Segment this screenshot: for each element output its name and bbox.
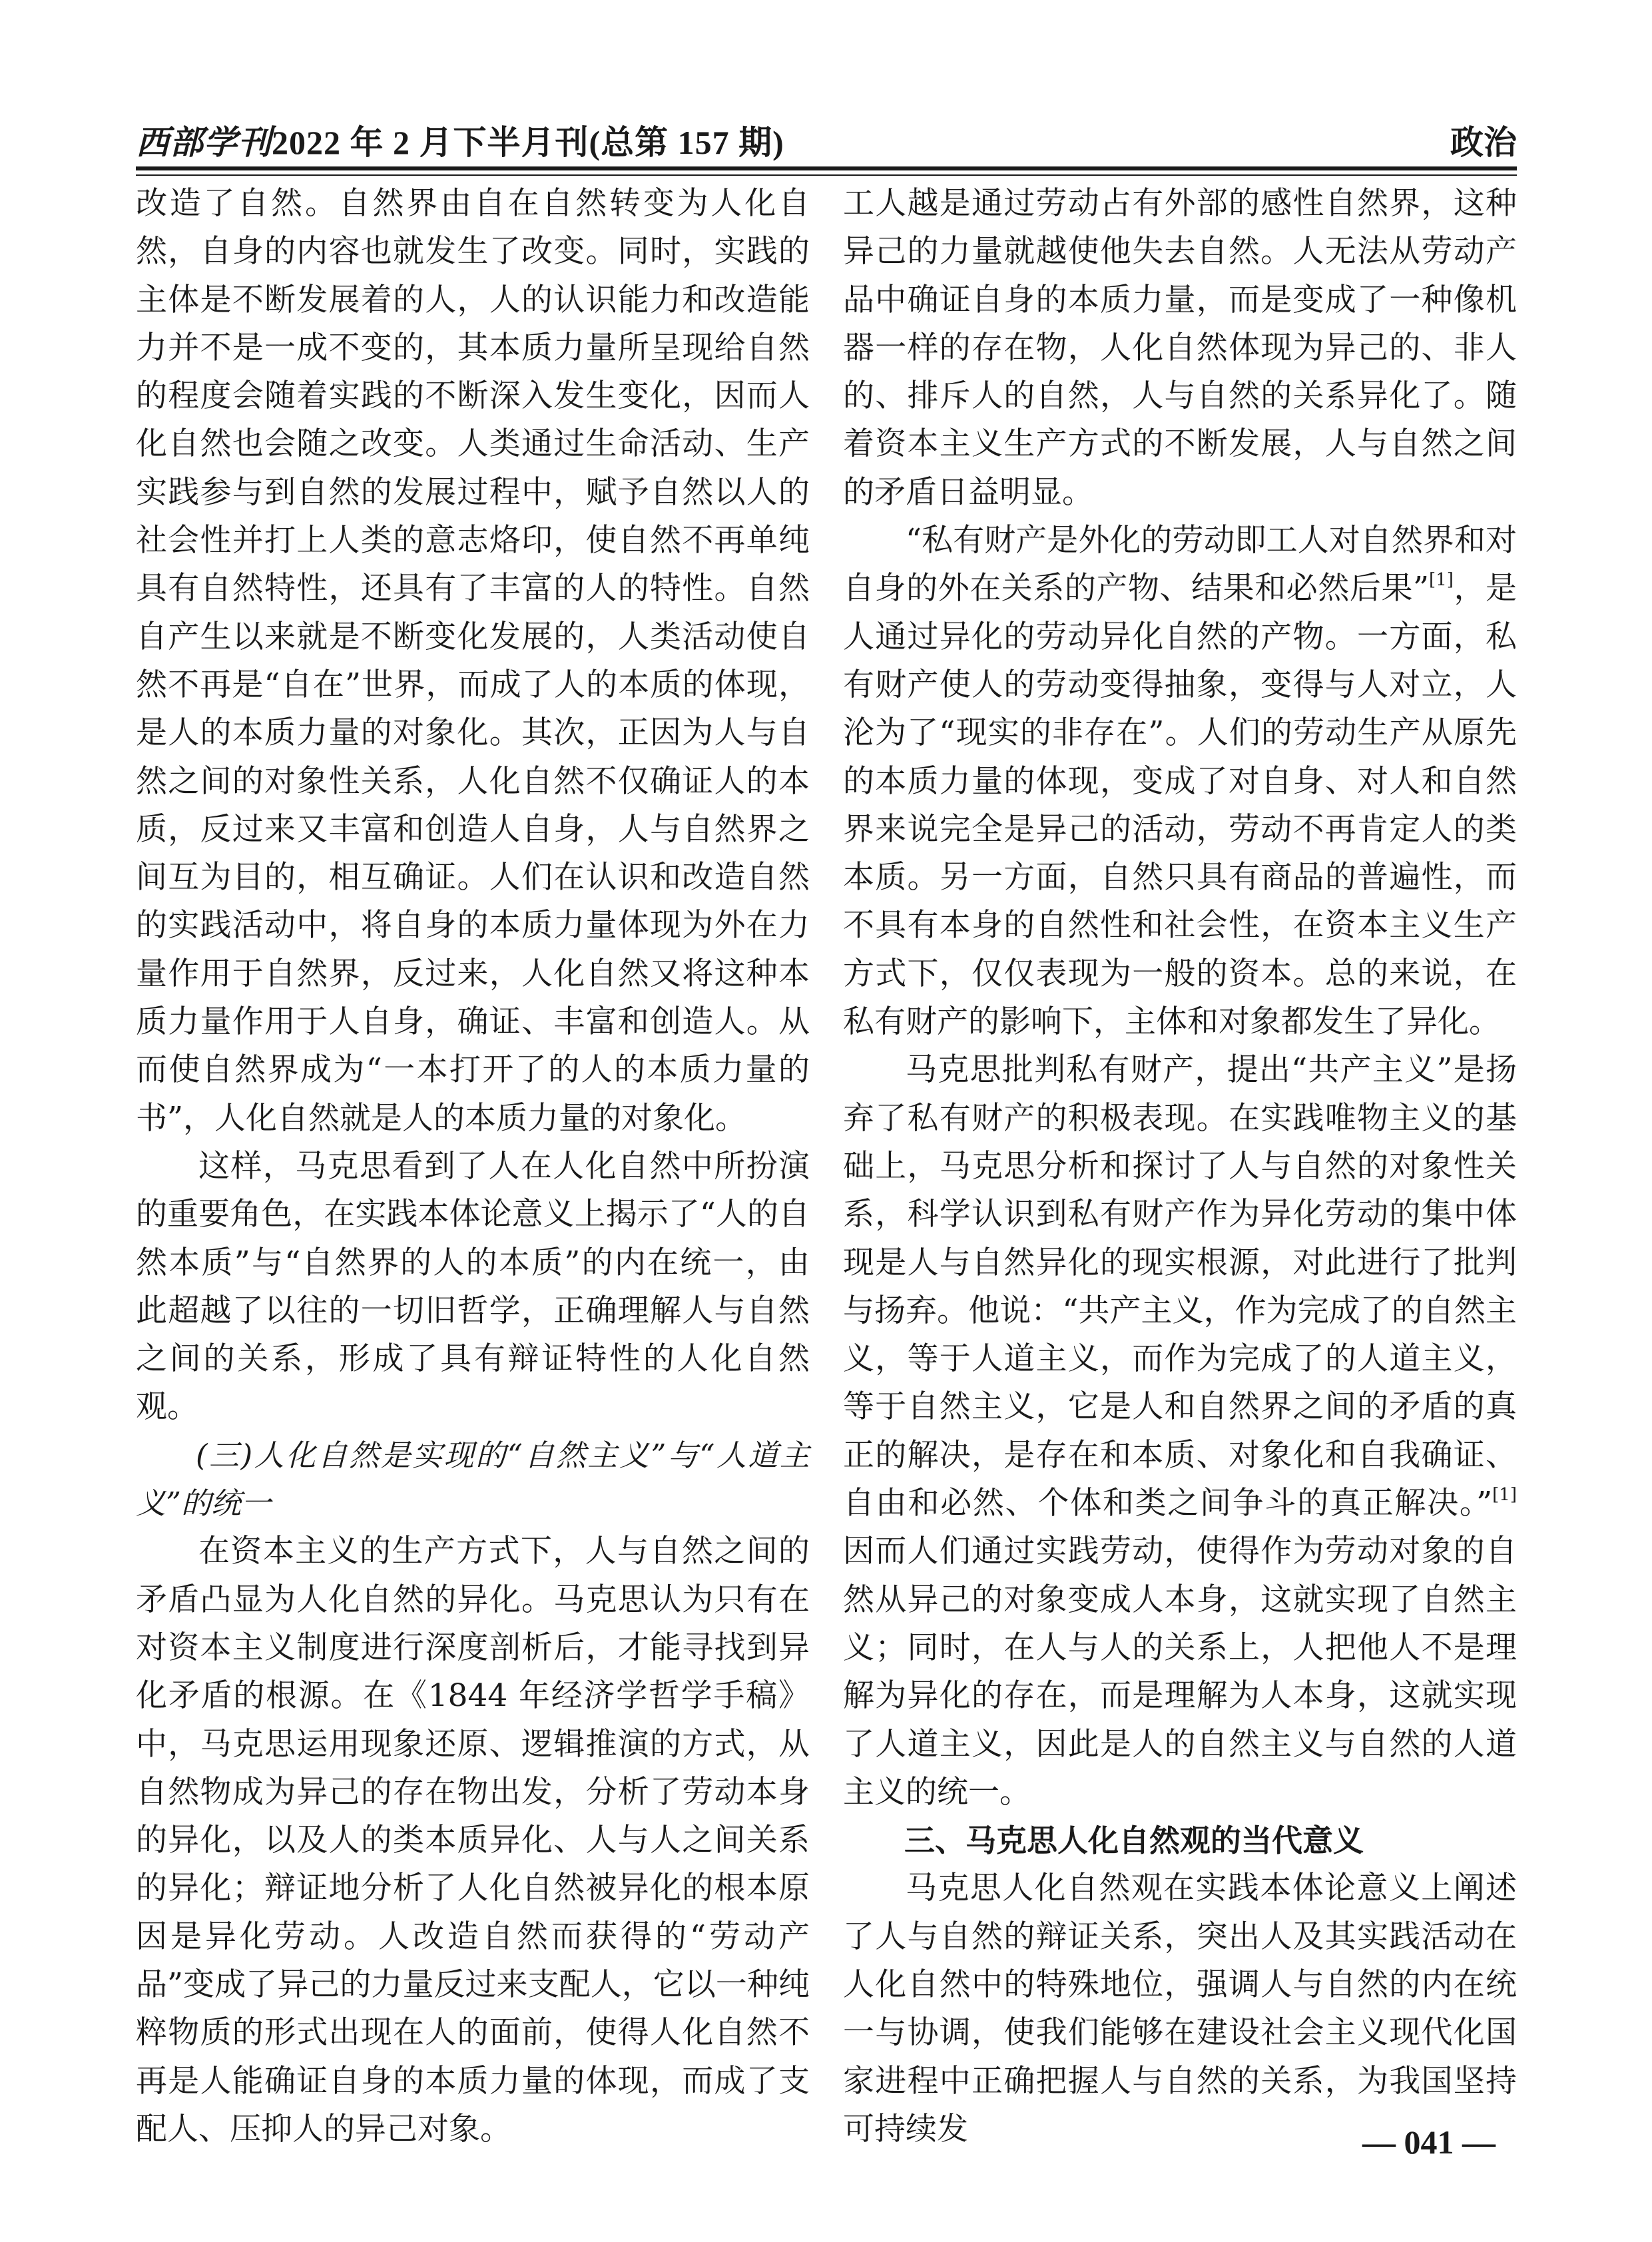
paragraph: 工人越是通过劳动占有外部的感性自然界，这种异己的力量就越使他失去自然。人无法从劳动产品中确证自身的本质力量，而是变成了一种像机器一样的存在物，人化自然体现为异己的、非人的、排斥人的自然，人与自然的关系异化了。随着资本主义生产方式的不断发展，人与自然之间的矛盾日益明显。	[843, 185, 1517, 511]
paragraph-text: 马克思批判私有财产，提出“共产主义”是扬弃了私有财产的积极表现。在实践唯物主义的基础上，马克思分析和探讨了人与自然的对象性关系，科学认识到私有财产作为异化劳动的集中体现是人与自然异化的现实根源，对此进行了批判与扬弃。他说：“共产主义，作为完成了的自然主义，等于人道主义，而作为完成了的人道主义，等于自然主义，它是人和自然界之间的矛盾的真正的解决，是存在和本质、对象化和自我确证、自由和必然、个体和类之间争斗的真正解决。”	[843, 1051, 1517, 1522]
citation-ref: [1]	[1492, 1485, 1517, 1506]
paragraph	[843, 517, 1517, 1046]
subsection-heading: (三)人化自然是实现的“自然主义”与“人道主义”的统一	[136, 1437, 810, 1522]
section-label: 政治	[1450, 123, 1517, 162]
journal-logo: 西部学刊	[136, 124, 272, 161]
header-rule-thin	[136, 174, 1517, 176]
page-number: — 041 —	[1362, 2123, 1496, 2161]
paragraph	[843, 1046, 1517, 1817]
journal-title	[136, 116, 784, 164]
paragraph: 这样，马克思看到了人在人化自然中所扮演的重要角色，在实践本体论意义上揭示了“人的自然本质”与“自然界的人的本质”的内在统一，由此超越了以往的一切旧哲学，正确理解人与自然之间的关系，形成了具有辩证特性的人化自然观。	[136, 1147, 810, 1426]
paragraph: 马克思人化自然观在实践本体论意义上阐述了人与自然的辩证关系，突出人及其实践活动在人化自然中的特殊地位，强调人与自然的内在统一与协调，使我们能够在建设社会主义现代化国家进程中正确把握人与自然的关系，为我国坚持可持续发	[843, 1870, 1517, 2147]
citation-ref: [1]	[1429, 570, 1454, 591]
running-header	[136, 112, 1517, 165]
paragraph: 在资本主义的生产方式下，人与自然之间的矛盾凸显为人化自然的异化。马克思认为只有在对资本主义制度进行深度剖析后，才能寻找到异化矛盾的根源。在《1844 年经济学哲学手稿》中，马克思运用现象还原、逻辑推演的方式，从自然物成为异己的存在物出发，分析了劳动本身的异化，以及人的类本质异化、人与人之间关系的异化；辩证地分析了人化自然被异化的根本原因是异化劳动。人改造自然而获得的“劳动产品”变成了异己的力量反过来支配人，它以一种纯粹物质的形式出现在人的面前，使得人化自然不再是人能确证自身的本质力量的体现，而成了支配人、压抑人的异己对象。	[136, 1533, 810, 2147]
left-column	[136, 180, 810, 2153]
right-column	[843, 180, 1517, 2153]
paragraph-text: ，是人通过异化的劳动异化自然的产物。一方面，私有财产使人的劳动变得抽象，变得与人对立，人沦为了“现实的非存在”。人们的劳动生产从原先的本质力量的体现，变成了对自身、对人和自然界来说完全是异己的活动，劳动不再肯定人的类本质。另一方面，自然只具有商品的普遍性，而不具有本身的自然性和社会性，在资本主义生产方式下，仅仅表现为一般的资本。总的来说，在私有财产的影响下，主体和对象都发生了异化。	[843, 570, 1517, 1041]
header-rule-thick	[136, 166, 1517, 170]
issue-info: 2022 年 2 月下半月刊(总第 157 期)	[272, 124, 784, 161]
paragraph: 改造了自然。自然界由自在自然转变为人化自然，自身的内容也就发生了改变。同时，实践的主体是不断发展着的人，人的认识能力和改造能力并不是一成不变的，其本质力量所呈现给自然的程度会随着实践的不断深入发生变化，因而人化自然也会随之改变。人类通过生命活动、生产实践参与到自然的发展过程中，赋予自然以人的社会性并打上人类的意志烙印，使自然不再单纯具有自然特性，还具有了丰富的人的特性。自然自产生以来就是不断变化发展的，人类活动使自然不再是“自在”世界，而成了人的本质的体现，是人的本质力量的对象化。其次，正因为人与自然之间的对象性关系，人化自然不仅确证人的本质，反过来又丰富和创造人自身，人与自然界之间互为目的，相互确证。人们在认识和改造自然的实践活动中，将自身的本质力量体现为外在力量作用于自然界，反过来，人化自然又将这种本质力量作用于人自身，确证、丰富和创造人。从而使自然界成为“一本打开了的人的本质力量的书”，人化自然就是人的本质力量的对象化。	[136, 185, 810, 1137]
paragraph-text: 因而人们通过实践劳动，使得作为劳动对象的自然从异己的对象变成人本身，这就实现了自然主义；同时，在人与人的关系上，人把他人不是理解为异化的存在，而是理解为人本身，这就实现了人道主义，因此是人的自然主义与自然的人道主义的统一。	[843, 1533, 1517, 1811]
section-heading: 三、马克思人化自然观的当代意义	[904, 1822, 1364, 1859]
quote-text: “私有财产是外化的劳动即工人对自然界和对自身的外在关系的产物、结果和必然后果”	[843, 522, 1517, 607]
